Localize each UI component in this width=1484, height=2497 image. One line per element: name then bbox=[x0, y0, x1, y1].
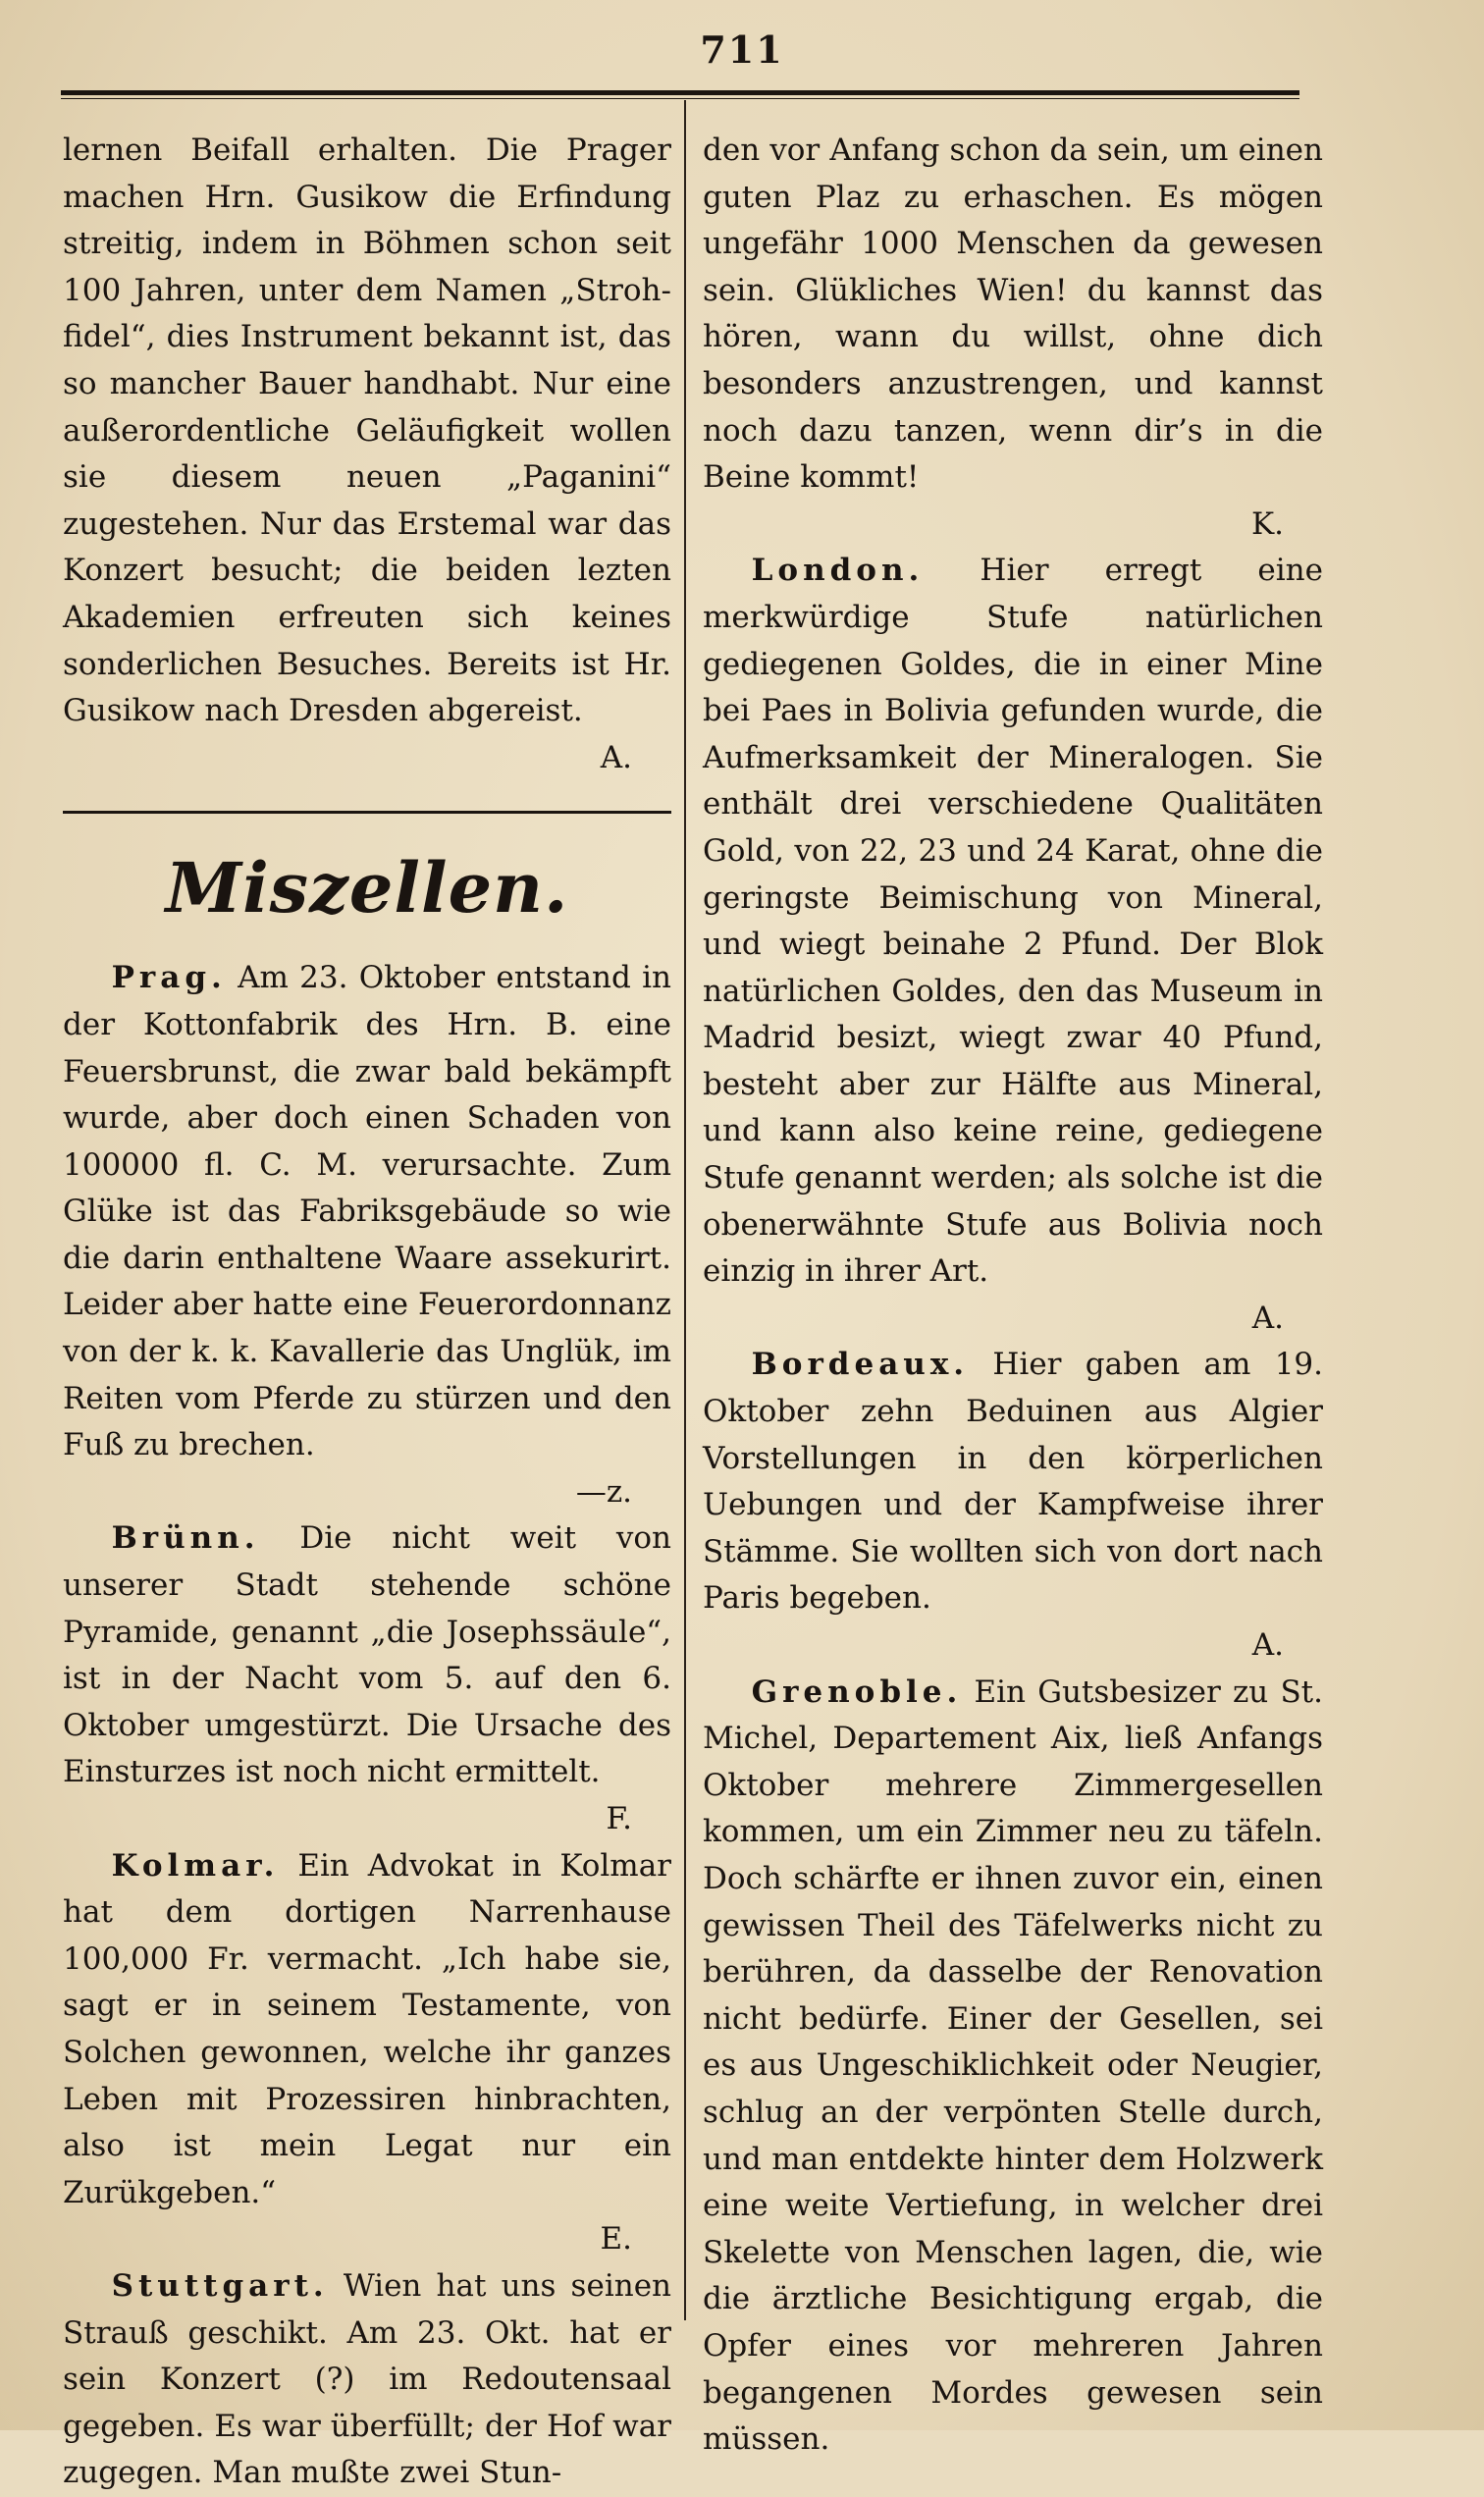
item-text: Hier gaben am 19. Oktober zehn Beduinen aus Algier Vorstellungen in den körperlichen Uebungen und der Kampfweise ihrer Stämme. Sie wollten sich von dort nach Paris begeben. bbox=[703, 1347, 1323, 1617]
item-signature: A. bbox=[1251, 1627, 1284, 1663]
item-signature: F. bbox=[606, 1801, 632, 1836]
continuation-signature: K. bbox=[1250, 505, 1284, 542]
news-item-stuttgart bbox=[63, 2263, 671, 2497]
item-text: Die nicht weit von unserer Stadt stehende schöne Pyramide, genannt „die Josephssäule“, ist in der Nacht vom 5. auf den 6. Oktober umgestürzt. Die Ursache des Einsturzes ist noch nicht ermittelt. bbox=[63, 1520, 671, 1790]
news-item-bruenn bbox=[63, 1515, 671, 1842]
item-text: Hier erregt eine merkwürdige Stufe natürlichen gediegenen Goldes, die in einer Mine bei Paes in Bolivia gefunden wurde, die Aufmerksamkeit der Mineralogen. Sie enthält drei verschiedene Qualitäten Gold, von 22, 23 und 24 Karat, ohne die geringste Beimischung von Mineral, und wiegt beinahe 2 Pfund. Der Blok natürlichen Goldes, den das Museum in Madrid besizt, wiegt zwar 40 Pfund, besteht aber zur Hälfte aus Mineral, und kann also keine reine, gediegene Stufe genannt werden; als solche ist die obenerwähnte Stufe aus Bolivia noch einzig in ihrer Art. bbox=[703, 553, 1323, 1290]
item-signature: A. bbox=[1251, 1300, 1284, 1336]
continuation-paragraph bbox=[63, 128, 671, 781]
continuation-text: den vor Anfang schon da sein, um einen guten Plaz zu erhaschen. Es mögen ungefähr 1000 Menschen da gewesen sein. Glükliches Wien! du kannst das hören, wann du willst, ohne dich besonders anzustrengen, und kannst noch dazu tanzen, wenn dir’s in die Beine kommt! bbox=[703, 133, 1323, 496]
item-text: Ein Gutsbesizer zu St. Michel, Departement Aix, ließ Anfangs Oktober mehrere Zimmergesellen kommen, um ein Zimmer neu zu täfeln. Doch schärfte er ihnen zuvor ein, einen gewissen Theil des Täfelwerks nicht zu berühren, da dasselbe der Renovation nicht bedürfe. Einer der Gesellen, sei es aus Ungeschiklichkeit oder Neugier, schlug an der verpönten Stelle durch, und man entdekte hinter dem Holzwerk eine weite Vertiefung, in welcher drei Skelette von Menschen lagen, die, wie die ärztliche Besichtigung ergab, die Opfer eines vor mehreren Jahren begangenen Mordes gewesen sein müssen. bbox=[703, 1674, 1323, 2458]
item-place: Prag. bbox=[111, 960, 227, 996]
item-place: Stuttgart. bbox=[111, 2267, 329, 2304]
item-text: Am 23. Oktober entstand in der Kottonfabrik des Hrn. B. eine Feuersbrunst, die zwar bald bekämpft wurde, aber doch einen Schaden von 100000 fl. C. M. verursachte. Zum Glüke ist das Fabriksgebäude so wie die darin enthaltene Waare assekurirt. Leider aber hatte eine Feuerordonnanz von der k. k. Kavallerie das Unglük, im Reiten vom Pferde zu stürzen und den Fuß zu brechen. bbox=[63, 960, 671, 1463]
news-item-kolmar bbox=[63, 1843, 671, 2263]
continuation-signature: A. bbox=[600, 739, 632, 775]
section-divider bbox=[63, 811, 671, 814]
page-number: 711 bbox=[700, 27, 784, 72]
news-item-grenoble bbox=[703, 1670, 1323, 2464]
item-signature: E. bbox=[600, 2221, 632, 2258]
item-place: Bordeaux. bbox=[751, 1347, 970, 1383]
column-divider bbox=[684, 100, 686, 2320]
news-item-london bbox=[703, 548, 1323, 1342]
header-rule bbox=[61, 90, 1299, 95]
left-column bbox=[63, 128, 671, 2497]
news-item-prag bbox=[63, 955, 671, 1515]
section-title: Miszellen. bbox=[165, 847, 569, 930]
item-text: Wien hat uns seinen Strauß geschikt. Am 23. Okt. hat er sein Konzert (?) im Redoutensaal gegeben. Es war überfüllt; der Hof war zugegen. Man mußte zwei Stun- bbox=[63, 2267, 672, 2491]
item-place: Brünn. bbox=[111, 1520, 260, 1557]
item-place: Grenoble. bbox=[751, 1674, 963, 1710]
item-place: London. bbox=[751, 553, 925, 589]
continuation-paragraph bbox=[703, 128, 1323, 548]
right-column bbox=[703, 128, 1323, 2464]
item-text: Ein Advokat in Kolmar hat dem dortigen Narrenhause 100,000 Fr. vermacht. „Ich habe sie, sagt er in seinem Testamente, von Solchen gewonnen, welche ihr ganzes Leben mit Prozessiren hinbrachten, also ist mein Legat nur ein Zurükgeben.“ bbox=[63, 1847, 672, 2210]
continuation-text: lernen Beifall erhalten. Die Prager machen Hrn. Gusikow die Erfindung streitig, indem in Böhmen schon seit 100 Jahren, unter dem Namen „Stroh-fidel“, dies Instrument bekannt ist, das so mancher Bauer handhabt. Nur eine außerordentliche Geläufigkeit wollen sie diesem neuen „Paganini“ zugestehen. Nur das Erstemal war das Konzert besucht; die beiden lezten Akademien erfreuten sich keines sonderlichen Besuches. Bereits ist Hr. Gusikow nach Dresden abgereist. bbox=[63, 133, 671, 729]
news-item-bordeaux bbox=[703, 1342, 1323, 1669]
item-place: Kolmar. bbox=[111, 1847, 280, 1884]
item-signature: —z. bbox=[575, 1473, 632, 1510]
